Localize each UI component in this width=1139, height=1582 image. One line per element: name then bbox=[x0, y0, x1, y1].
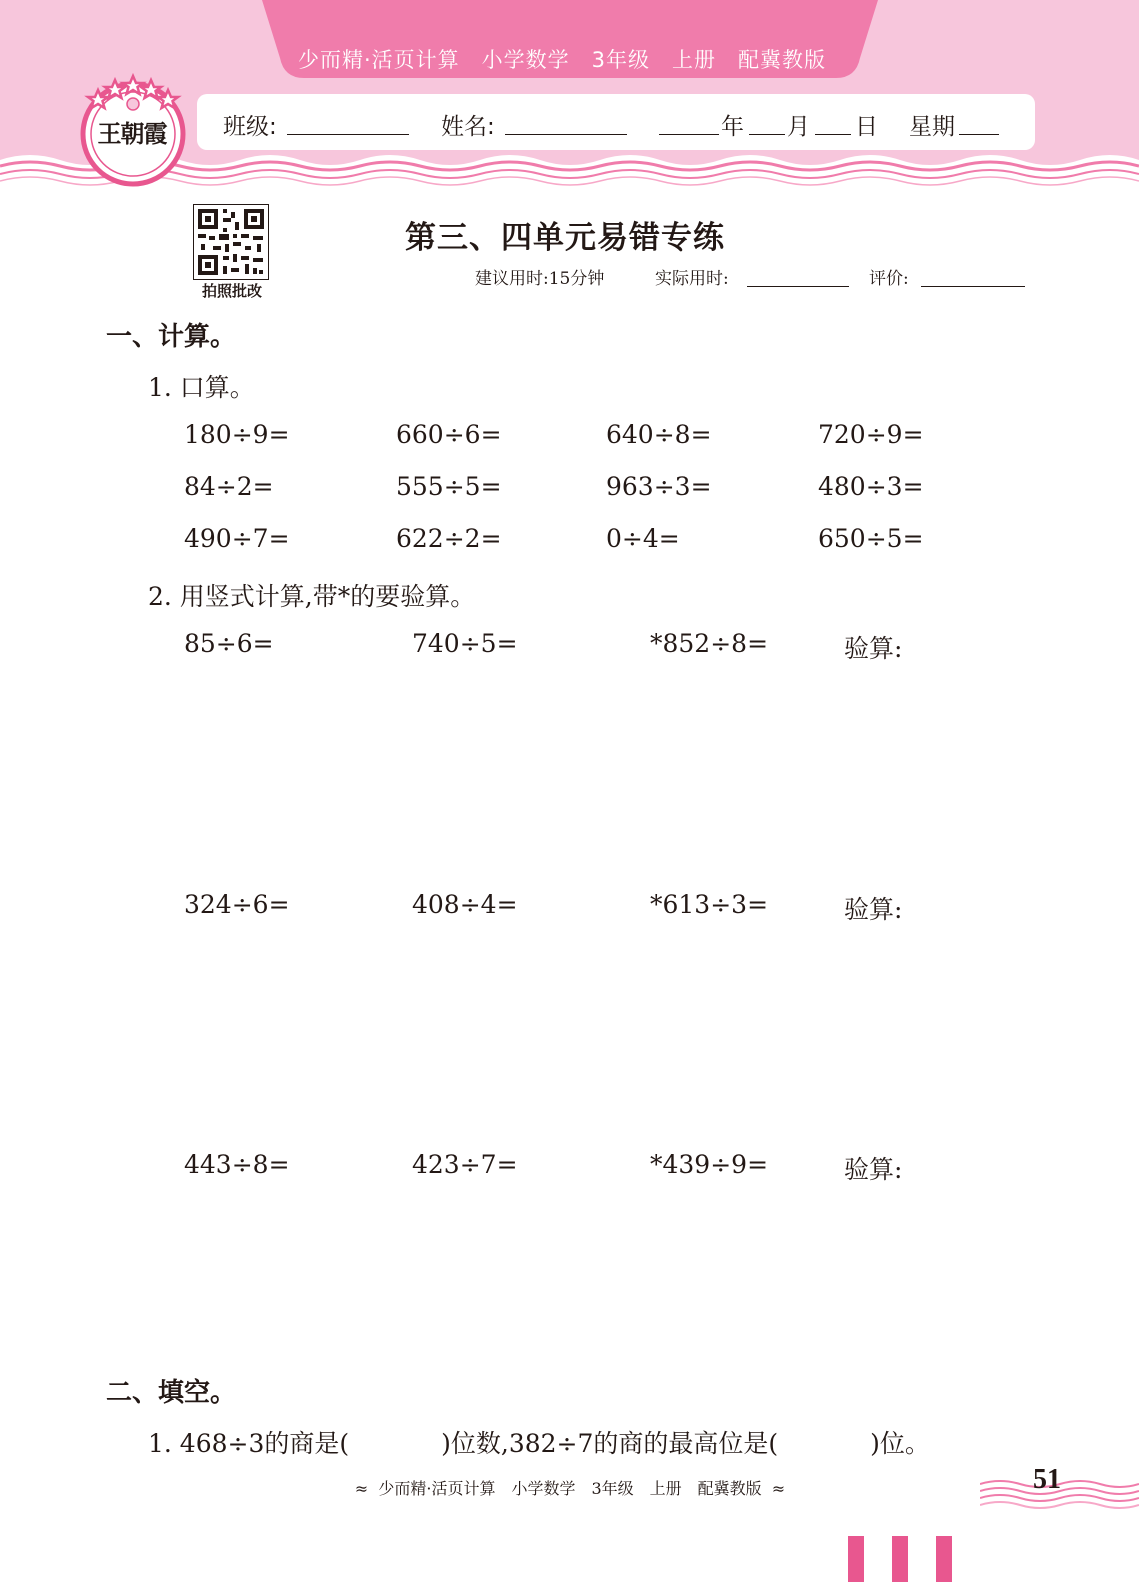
class-field[interactable] bbox=[287, 134, 409, 135]
day-label: 日 bbox=[855, 114, 878, 140]
vertical-problem: *439÷9= bbox=[650, 1150, 769, 1179]
edge-tab bbox=[848, 1536, 864, 1582]
oral-problem: 963÷3= bbox=[606, 472, 712, 501]
name-field[interactable] bbox=[505, 134, 627, 135]
check-label: 验算: bbox=[844, 634, 903, 663]
page-title: 第三、四单元易错专练 bbox=[405, 220, 725, 256]
fill-question-1 bbox=[148, 1424, 930, 1460]
weekday-label: 星期 bbox=[909, 114, 955, 140]
day-field[interactable] bbox=[815, 134, 851, 135]
question-text: 1. 468÷3的商是( bbox=[148, 1429, 350, 1458]
vertical-problem: 85÷6= bbox=[184, 629, 274, 658]
oral-problem: 0÷4= bbox=[606, 524, 680, 553]
vertical-problem: 408÷4= bbox=[412, 890, 518, 919]
part-1-heading: 1. 口算。 bbox=[148, 373, 255, 402]
evaluation-label: 评价: bbox=[869, 269, 909, 289]
actual-time-label: 实际用时: bbox=[655, 269, 729, 289]
edge-tab bbox=[892, 1536, 908, 1582]
oral-problem: 640÷8= bbox=[606, 420, 712, 449]
oral-problem: 660÷6= bbox=[396, 420, 502, 449]
class-label: 班级: bbox=[223, 114, 277, 140]
part-2-heading: 2. 用竖式计算,带*的要验算。 bbox=[148, 582, 476, 611]
section-2-heading: 二、填空。 bbox=[106, 1378, 237, 1408]
year-field[interactable] bbox=[659, 134, 719, 135]
oral-problem: 84÷2= bbox=[184, 472, 274, 501]
oral-problem: 555÷5= bbox=[396, 472, 502, 501]
oral-problem: 490÷7= bbox=[184, 524, 290, 553]
actual-time-field[interactable] bbox=[747, 286, 849, 287]
section-1-heading: 一、计算。 bbox=[106, 322, 237, 352]
vertical-problem: 423÷7= bbox=[412, 1150, 518, 1179]
oral-problem: 650÷5= bbox=[818, 524, 924, 553]
timing-line bbox=[475, 264, 1035, 294]
oral-problem: 480÷3= bbox=[818, 472, 924, 501]
vertical-problem: 740÷5= bbox=[412, 629, 518, 658]
suggested-time: 建议用时:15分钟 bbox=[475, 269, 605, 289]
page-number: 51 bbox=[1033, 1464, 1061, 1495]
logo-text: 王朝霞 bbox=[97, 119, 167, 148]
year-label: 年 bbox=[721, 114, 744, 140]
vertical-problem: *852÷8= bbox=[650, 629, 769, 658]
check-label: 验算: bbox=[844, 1155, 903, 1184]
qr-label: 拍照批改 bbox=[201, 282, 262, 300]
vertical-problem: 324÷6= bbox=[184, 890, 290, 919]
oral-problem: 180÷9= bbox=[184, 420, 290, 449]
check-label: 验算: bbox=[844, 895, 903, 924]
footer-text: ≈ 少而精·活页计算 小学数学 3年级 上册 配冀教版 ≈ bbox=[354, 1479, 786, 1498]
oral-problem: 720÷9= bbox=[818, 420, 924, 449]
question-text: )位。 bbox=[870, 1429, 930, 1458]
month-field[interactable] bbox=[749, 134, 785, 135]
series-title: 少而精·活页计算 小学数学 3年级 上册 配冀教版 bbox=[297, 48, 827, 72]
name-label: 姓名: bbox=[441, 114, 495, 140]
vertical-problem: *613÷3= bbox=[650, 890, 769, 919]
oral-problem: 622÷2= bbox=[396, 524, 502, 553]
question-text: )位数,382÷7的商的最高位是( bbox=[441, 1429, 779, 1458]
student-info-bar bbox=[197, 94, 1035, 150]
qr-code-icon[interactable] bbox=[193, 204, 269, 280]
vertical-problem: 443÷8= bbox=[184, 1150, 290, 1179]
month-label: 月 bbox=[787, 114, 810, 140]
weekday-field[interactable] bbox=[959, 134, 999, 135]
edge-tab bbox=[936, 1536, 952, 1582]
evaluation-field[interactable] bbox=[921, 286, 1025, 287]
